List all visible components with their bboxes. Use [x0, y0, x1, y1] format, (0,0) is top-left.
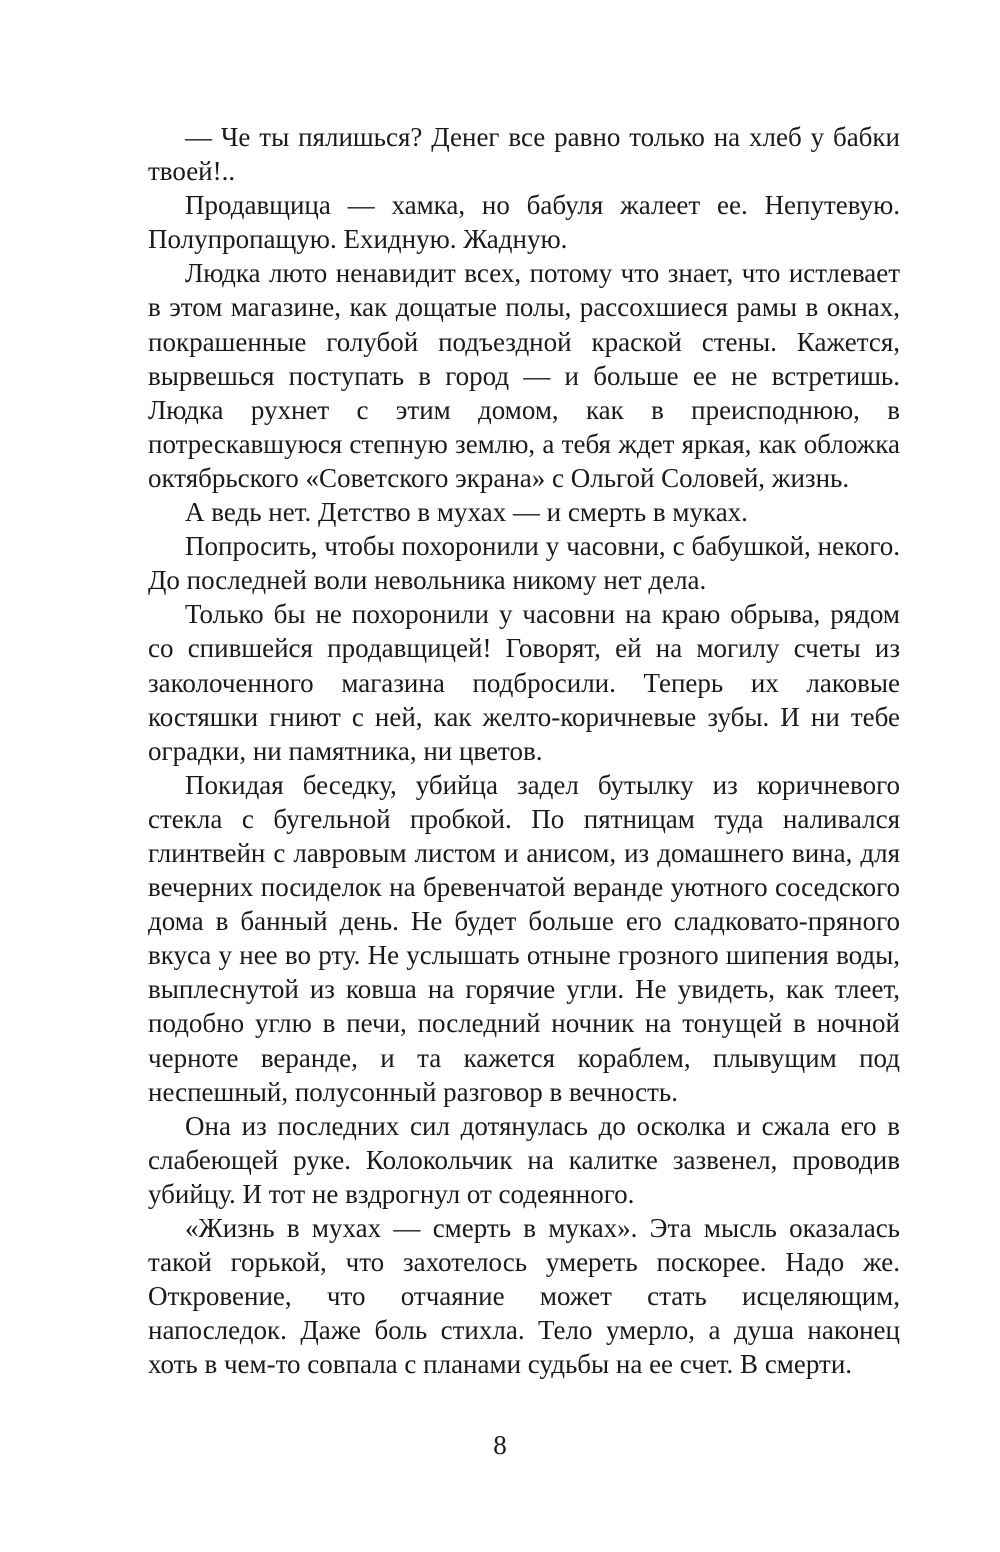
paragraph-1: — Че ты пялишься? Денег все равно только на хлеб у бабки твоей!..	[148, 122, 900, 187]
paragraph-6: Только бы не похоронили у часовни на краю обрыва, рядом со спившейся продавщицей! Говорят, ей на могилу счеты из заколоченного магазина подбросили. Теперь их лаковые костяшки гниют с ней, как желто-коричневые зубы. И ни тебе оградки, ни памятника, ни цветов.	[148, 599, 900, 766]
paragraph-3: Людка люто ненавидит всех, потому что знает, что истлевает в этом магазине, как дощатые полы, рассохшиеся рамы в окнах, покрашенные голубой подъездной краской стены. Кажется, вырвешься поступать в город — и больше ее не встретишь. Людка рухнет с этим домом, как в преисподнюю, в потрескавшуюся степную землю, а тебя ждет яркая, как обложка октябрьского «Советского экрана» с Ольгой Соловей, жизнь.	[148, 258, 900, 493]
paragraph-4: А ведь нет. Детство в мухах — и смерть в муках.	[185, 497, 748, 528]
paragraph-8: Она из последних сил дотянулась до осколка и сжала его в слабеющей руке. Колокольчик на калитке зазвенел, проводив убийцу. И тот не вздрогнул от содеянного.	[148, 1110, 900, 1209]
paragraph-9: «Жизнь в мухах — смерть в муках». Эта мысль оказалась такой горькой, что захотелось умереть поскорее. Надо же. Откровение, что отчаяние может стать исцеляющим, напоследок. Даже боль стихла. Тело умерло, а душа наконец хоть в чем-то совпала с планами судьбы на ее счет. В смерти.	[148, 1213, 900, 1380]
paragraph-7: Покидая беседку, убийца задел бутылку из коричневого стекла с бугельной пробкой. По пятницам туда наливался глинтвейн с лавровым листом и анисом, из домашнего вина, для вечерних посиделок на бревенчатой веранде уютного соседского дома в банный день. Не будет больше его сладковато-пряного вкуса у нее во рту. Не услышать отныне грозного шипения воды, выплеснутой из ковша на горячие угли. Не увидеть, как тлеет, подобно углю в печи, последний ночник на тонущей в ночной черноте веранде, и та кажется кораблем, плывущим под неспешный, полусонный разговор в вечность.	[148, 769, 900, 1107]
page-body	[148, 120, 900, 1381]
paragraph-5: Попросить, чтобы похоронили у часовни, с бабушкой, некого. До последней воли невольника никому нет дела.	[148, 531, 900, 596]
page-number: 8	[493, 1430, 507, 1460]
paragraph-2: Продавщица — хамка, но бабуля жалеет ее. Непутевую. Полупропащую. Ехидную. Жадную.	[148, 190, 900, 255]
